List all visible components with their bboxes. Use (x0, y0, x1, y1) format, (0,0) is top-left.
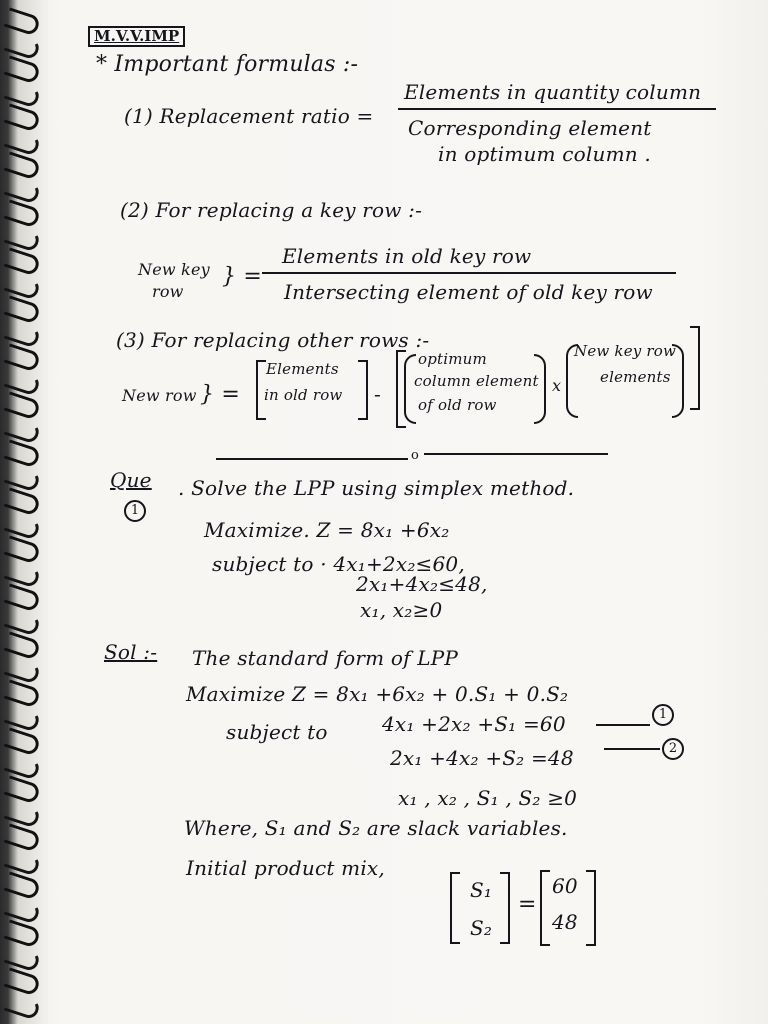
formula3-paren-right (534, 354, 546, 424)
formula1-denominator-line2: in optimum column . (438, 142, 651, 166)
solution-eq2-tag: 2 (662, 738, 684, 760)
solution-where: Where, S₁ and S₂ are slack variables. (184, 816, 568, 840)
solution-eq1-tag: 1 (652, 704, 674, 726)
question-maximize: Maximize. Z = 8x₁ +6x₂ (204, 518, 450, 542)
formula3-bracket-right (358, 360, 368, 420)
solution-eq2: 2x₁ +4x₂ +S₂ =48 (390, 746, 574, 770)
solution-subject-to: subject to (226, 720, 328, 744)
formula3-term1-line2: in old row (264, 386, 343, 404)
question-text: . Solve the LPP using simplex method. (178, 476, 575, 500)
question-number: 1 (124, 500, 146, 522)
question-constraint2: 2x₁+4x₂≤48, (356, 572, 488, 596)
matrix-right-row1: 60 (552, 874, 578, 898)
formula3-lhs: New row (122, 386, 197, 405)
formula1-label: (1) Replacement ratio = (124, 104, 374, 128)
section-divider-right (424, 453, 608, 455)
section-divider-left (216, 458, 408, 460)
matrix-left-bracket-open (450, 872, 460, 944)
formula3-term3-line2: elements (600, 368, 671, 386)
question-label: Que (110, 468, 152, 492)
formula3-paren2-right (672, 344, 684, 418)
formula2-equals: } = (222, 264, 263, 289)
formula2-numerator: Elements in old key row (282, 244, 532, 268)
matrix-left-bracket-close (500, 872, 510, 944)
formula3-term3-line1: New key row (574, 342, 677, 360)
solution-eq1: 4x₁ +2x₂ +S₁ =60 (382, 712, 566, 736)
importance-tag: M.V.V.IMP (88, 26, 185, 47)
solution-eq2-leader (604, 748, 660, 750)
solution-intro: The standard form of LPP (192, 646, 459, 670)
formula2-denominator: Intersecting element of old key row (284, 280, 653, 304)
formula2-heading: (2) For replacing a key row :- (120, 198, 423, 222)
solution-maximize: Maximize Z = 8x₁ +6x₂ + 0.S₁ + 0.S₂ (186, 682, 569, 706)
formula3-equals: } = (200, 382, 241, 407)
matrix-left-row1: S₁ (470, 878, 493, 902)
solution-nonnegativity: x₁ , x₂ , S₁ , S₂ ≥0 (398, 786, 578, 810)
question-constraint3: x₁, x₂≥0 (360, 598, 443, 622)
formula3-minus: - (374, 382, 381, 406)
section-divider-mark: o (411, 448, 419, 463)
matrix-equals: = (518, 892, 537, 917)
matrix-right-row2: 48 (552, 910, 578, 934)
matrix-left-row2: S₂ (470, 916, 493, 940)
formula2-fraction-line (262, 272, 676, 274)
formula3-term2-line3: of old row (418, 396, 497, 414)
section-title: * Important formulas :- (96, 52, 359, 77)
matrix-right-bracket-close (586, 870, 596, 946)
question-constraint1: subject to · 4x₁+2x₂≤60, (212, 552, 465, 576)
spiral-binding (0, 0, 48, 1024)
solution-initial-mix: Initial product mix, (186, 856, 385, 880)
formula3-heading: (3) For replacing other rows :- (116, 328, 430, 352)
formula3-term1-line1: Elements (266, 360, 339, 378)
solution-eq1-leader (596, 724, 650, 726)
formula2-lhs-line1: New key (138, 260, 210, 279)
formula3-term2-line2: column element (414, 372, 539, 390)
formula3-outer-bracket-right (690, 326, 700, 410)
formula1-fraction-line (398, 108, 716, 110)
formula3-term2-line1: optimum (418, 350, 487, 368)
matrix-right-bracket-open (540, 870, 550, 946)
solution-label: Sol :- (104, 640, 158, 664)
formula1-denominator-line1: Corresponding element (408, 116, 652, 140)
formula2-lhs-line2: row (152, 282, 184, 301)
formula3-times: x (552, 376, 562, 395)
spiral-ring (4, 991, 42, 1020)
formula1-numerator: Elements in quantity column (404, 80, 702, 104)
